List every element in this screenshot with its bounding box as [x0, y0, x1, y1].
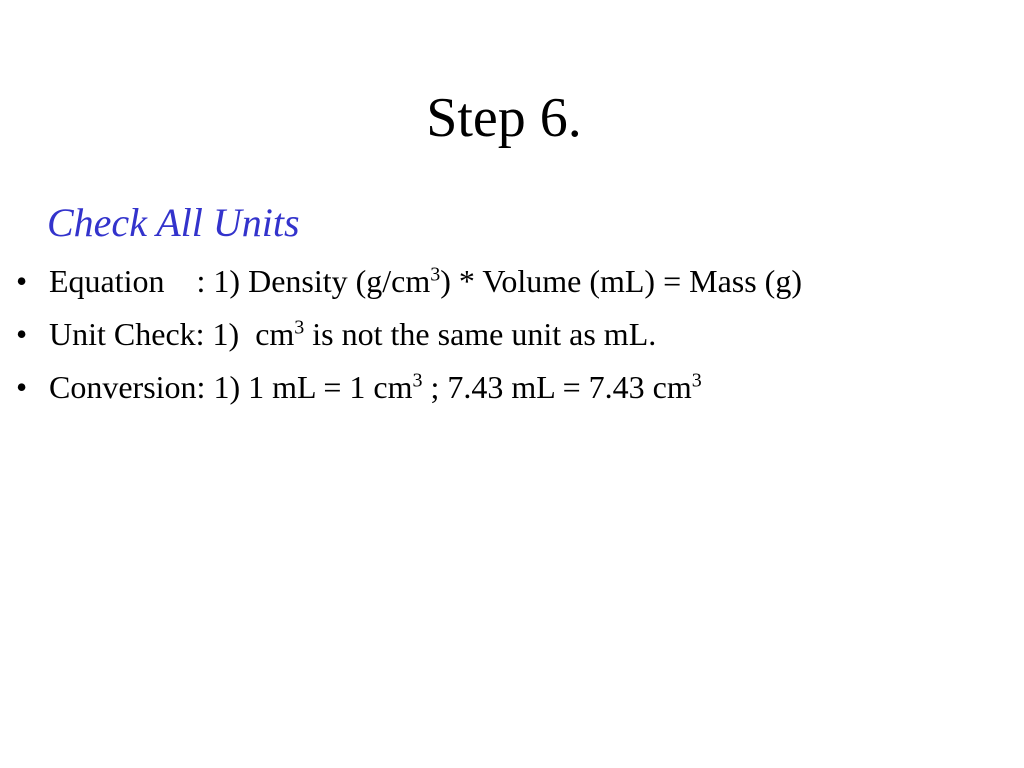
superscript: 3: [430, 263, 441, 286]
bullet-equation: [0, 262, 802, 300]
bullet-unit-check: [0, 315, 802, 353]
superscript: 3: [294, 316, 305, 339]
bullet-text: ; 7.43 mL = 7.43 cm: [422, 369, 692, 405]
bullet-point-icon: •: [16, 263, 28, 299]
slide-title: Step 6.: [426, 87, 582, 149]
superscript: 3: [412, 369, 423, 392]
slide-subtitle: Check All Units: [47, 200, 300, 245]
bullet-text: is not the same unit as mL.: [304, 316, 657, 352]
bullet-conversion: [0, 368, 802, 406]
bullet-list: [0, 262, 802, 421]
superscript: 3: [691, 369, 702, 392]
bullet-text: Conversion: 1) 1 mL = 1 cm: [49, 369, 413, 405]
bullet-point-icon: •: [16, 369, 28, 405]
bullet-text: Unit Check: 1) cm: [49, 316, 295, 352]
bullet-text: ) * Volume (mL) = Mass (g): [440, 263, 802, 299]
bullet-text: Equation : 1) Density (g/cm: [49, 263, 431, 299]
bullet-point-icon: •: [16, 316, 28, 352]
